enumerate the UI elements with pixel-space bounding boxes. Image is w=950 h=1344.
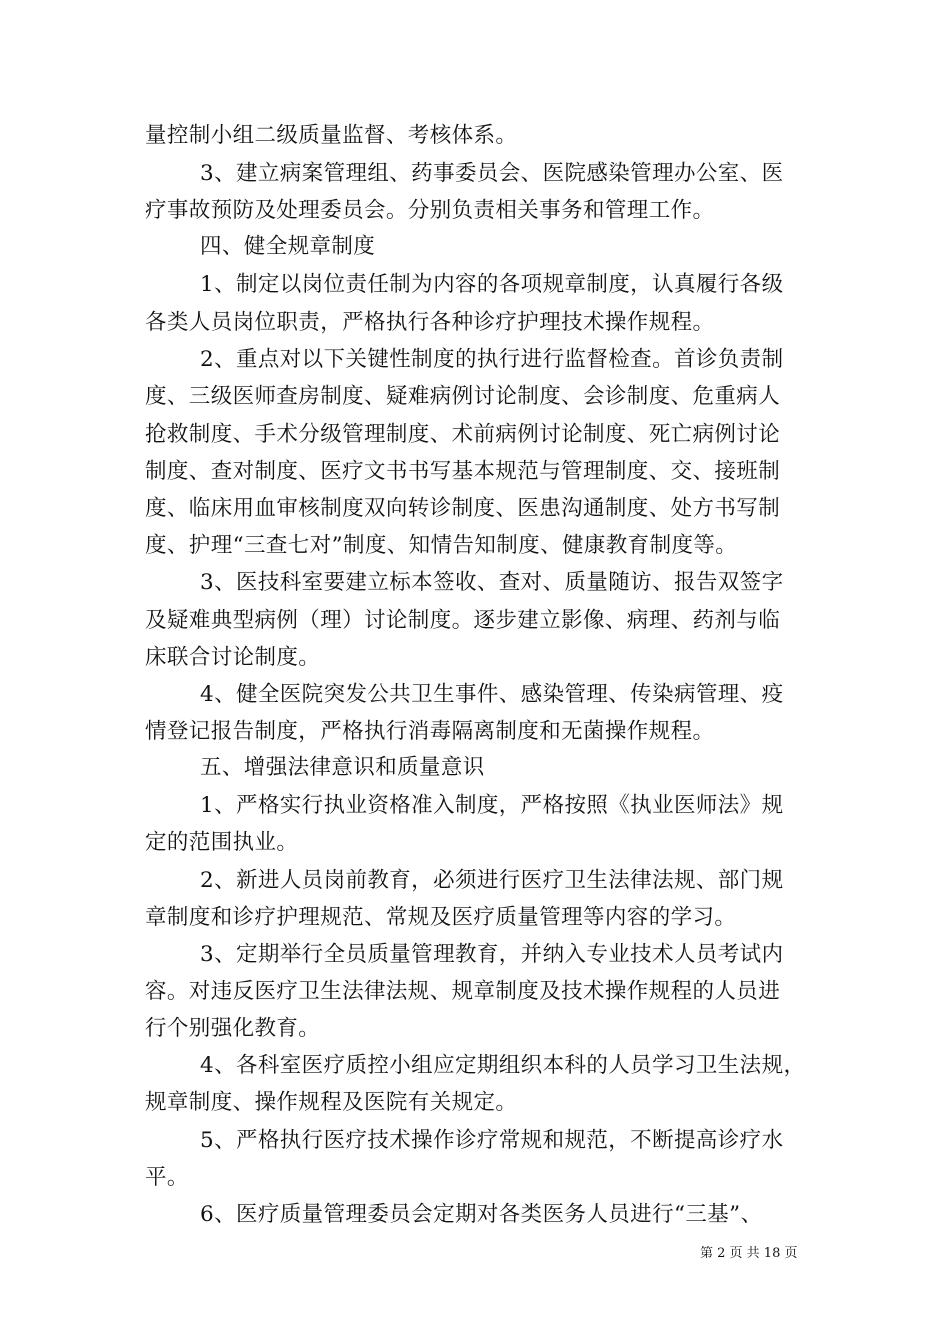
section-heading: 四、健全规章制度 bbox=[200, 234, 376, 259]
text-line: 平。 bbox=[145, 1165, 189, 1190]
text-line: 行个别强化教育。 bbox=[145, 1016, 321, 1041]
text-line: 各类人员岗位职责，严格执行各种诊疗护理技术操作规程。 bbox=[145, 310, 715, 335]
text-line: 度、三级医师查房制度、疑难病例讨论制度、会诊制度、危重病人 bbox=[145, 384, 781, 409]
text-line: 制度、查对制度、医疗文书书写基本规范与管理制度、交、接班制 bbox=[145, 459, 781, 484]
text-line: 抢救制度、手术分级管理制度、术前病例讨论制度、死亡病例讨论 bbox=[145, 422, 781, 447]
text-line: 4、健全医院突发公共卫生事件、感染管理、传染病管理、疫 bbox=[200, 682, 784, 707]
text-line: 章制度和诊疗护理规范、常规及医疗质量管理等内容的学习。 bbox=[145, 905, 737, 930]
text-line: 1、制定以岗位责任制为内容的各项规章制度，认真履行各级 bbox=[200, 272, 784, 297]
text-line: 定的范围执业。 bbox=[145, 830, 299, 855]
text-line: 2、重点对以下关键性制度的执行进行监督检查。首诊负责制 bbox=[200, 347, 784, 372]
text-line: 5、严格执行医疗技术操作诊疗常规和规范，不断提高诊疗水 bbox=[200, 1128, 784, 1153]
text-line: 及疑难典型病例（理）讨论制度。逐步建立影像、病理、药剂与临 bbox=[145, 608, 781, 633]
text-line: 3、定期举行全员质量管理教育，并纳入专业技术人员考试内 bbox=[200, 942, 784, 967]
text-line: 情登记报告制度，严格执行消毒隔离制度和无菌操作规程。 bbox=[145, 719, 715, 744]
text-line: 度、护理“三查七对”制度、知情告知制度、健康教育制度等。 bbox=[145, 533, 738, 558]
text-line: 4、各科室医疗质控小组应定期组织本科的人员学习卫生法规， bbox=[200, 1053, 806, 1078]
text-line: 3、医技科室要建立标本签收、查对、质量随访、报告双签字 bbox=[200, 570, 784, 595]
text-line: 规章制度、操作规程及医院有关规定。 bbox=[145, 1090, 518, 1115]
page-number: 第 2 页 共 18 页 bbox=[700, 1246, 798, 1261]
text-line: 容。对违反医疗卫生法律法规、规章制度及技术操作规程的人员进 bbox=[145, 979, 781, 1004]
text-line: 2、新进人员岗前教育，必须进行医疗卫生法律法规、部门规 bbox=[200, 868, 784, 893]
text-line: 6、医疗质量管理委员会定期对各类医务人员进行“三基”、 bbox=[200, 1202, 763, 1227]
text-line: 疗事故预防及处理委员会。分别负责相关事务和管理工作。 bbox=[145, 198, 715, 223]
text-line: 3、建立病案管理组、药事委员会、医院感染管理办公室、医 bbox=[200, 161, 784, 186]
text-line: 1、严格实行执业资格准入制度，严格按照《执业医师法》规 bbox=[200, 793, 784, 818]
text-line: 量控制小组二级质量监督、考核体系。 bbox=[145, 123, 518, 148]
text-line: 度、临床用血审核制度双向转诊制度、医患沟通制度、处方书写制 bbox=[145, 496, 781, 521]
section-heading: 五、增强法律意识和质量意识 bbox=[200, 755, 485, 780]
text-line: 床联合讨论制度。 bbox=[145, 645, 321, 670]
